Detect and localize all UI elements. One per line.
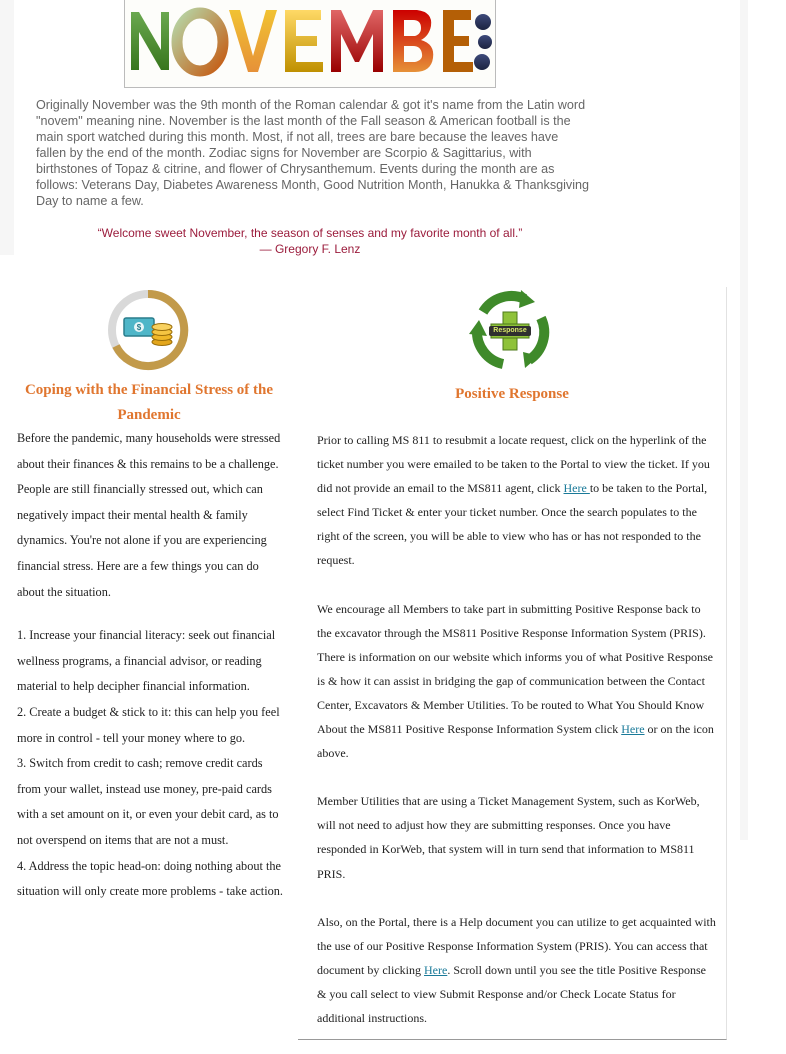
tip-item: 1. Increase your financial literacy: seek out financial wellness programs, a financial advisor, or reading material to help decipher financial information. bbox=[17, 628, 276, 694]
tip-item: 3. Switch from credit to cash; remove credit cards from your wallet, instead use money, pre-paid cards with a set amount on it, or even your debit card, as to not overspend on items that are not a must. bbox=[17, 756, 279, 847]
pris-paragraph: We encourage all Members to take part in submitting Positive Response back to the excavator through the MS811 Positive Response Information System (PRIS). There is information on our website which informs you of what Positive Response is & how it can assist in bridging the gap of communication between the Contact Center, Excavators & Member Utilities. To be routed to What You Should Know About the MS811 Positive Response Information System click Here or on the icon above. bbox=[317, 601, 714, 761]
financial-stress-title: Coping with the Financial Stress of the Pandemic bbox=[24, 382, 274, 423]
left-shade bbox=[0, 0, 14, 255]
financial-stress-intro: Before the pandemic, many households were stressed about their finances & this remains to be a challenge. People are still financially stressed out, which can negatively impact their mental health & family dynamics. You're not alone if you are experiencing financial stress. Here are a few things you can do about the situation. bbox=[17, 431, 281, 599]
right-border bbox=[740, 0, 748, 840]
quote-text: “Welcome sweet November, the season of senses and my favorite month of all.” bbox=[97, 226, 523, 240]
portal-here-link[interactable]: Here bbox=[563, 481, 590, 496]
positive-response-icon[interactable] bbox=[463, 286, 557, 376]
korweb-paragraph: Member Utilities that are using a Ticket Management System, such as KorWeb, will not need to adjust how they are submitting responses. Once you have responded in KorWeb, that system will in turn send that information to MS811 PRIS. bbox=[317, 794, 700, 881]
help-document-paragraph: Also, on the Portal, there is a Help document you can utilize to get acquainted with the use of our Positive Response Information System (PRIS). You can access that document by clicking Here. Scroll down until you see the title Positive Response & you call select to view Submit Response and/or Check Locate Status for additional instructions. bbox=[317, 914, 716, 1025]
pris-here-link[interactable]: Here bbox=[621, 722, 645, 737]
november-banner-image bbox=[124, 0, 496, 88]
positive-response-body bbox=[317, 428, 717, 1054]
portal-paragraph: Prior to calling MS 811 to resubmit a locate request, click on the hyperlink of the ticket number you were emailed to be taken to the Portal to view the ticket. If you did not provide an email to the MS811 agent, click Here to be taken to the Portal, select Find Ticket & enter your ticket number. Once the search populates to the right of the screen, you will be able to view who has or has not responded to the request. bbox=[317, 433, 710, 568]
svg-text:$: $ bbox=[136, 323, 142, 332]
tip-item: 4. Address the topic head-on: doing nothing about the situation will only create more problems - take action. bbox=[17, 858, 284, 899]
intro-paragraph: Originally November was the 9th month of the Roman calendar & got it's name from the Latin word "novem" meaning nine. November is the last month of the Fall season & American football is the main sport watched during this month. Most, if not all, trees are bare because the leaves have fallen by the end of the month. Zodiac signs for November are Scorpio & Sagittarius, with birthstones of Topaz & citrine, and flower of Chrysanthemum. Events during the month are as follows: Veterans Day, Diabetes Awareness Month, Good Nutrition Month, Hanukka & Thanksgiving Day to name a few. bbox=[36, 98, 590, 208]
help-document-here-link[interactable]: Here bbox=[423, 962, 448, 977]
month-quote bbox=[20, 226, 600, 257]
positive-response-title: Positive Response bbox=[455, 386, 569, 402]
tip-item: 2. Create a budget & stick to it: this can help you feel more in control - tell your money where to go. bbox=[17, 704, 280, 745]
financial-stress-body bbox=[17, 426, 287, 905]
quote-author: ― Gregory F. Lenz bbox=[259, 241, 361, 256]
leaf-letters-graphic bbox=[125, 0, 495, 87]
response-icon-label: Response bbox=[493, 327, 527, 334]
money-coins-icon bbox=[106, 288, 190, 372]
